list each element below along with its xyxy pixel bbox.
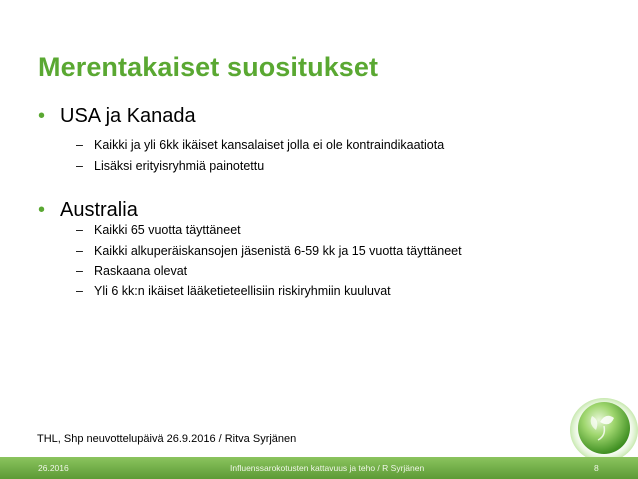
bullet-usa-canada [38,105,196,128]
sub-item-text: Kaikki ja yli 6kk ikäiset kansalaiset jolla ei ole kontraindikaatiota [94,138,445,152]
sub-item [76,223,241,237]
sub-item-text: Kaikki alkuperäiskansojen jäsenistä 6-59 kk ja 15 vuotta täyttäneet [94,244,462,258]
dash-glyph: – [76,223,83,237]
bullet-dot: • [38,199,46,221]
bullet-dot: • [38,105,46,127]
sub-item [76,264,187,278]
bullet-australia [38,199,138,222]
dash-glyph: – [76,159,83,173]
page-number: 8 [594,463,599,473]
green-sphere-logo-icon [560,392,638,462]
dash-glyph: – [76,244,83,258]
sub-item-text: Yli 6 kk:n ikäiset lääketieteellisiin riskiryhmiin kuuluvat [94,284,391,298]
dash-glyph: – [76,138,83,152]
source-note: THL, Shp neuvottelupäivä 26.9.2016 / Ritva Syrjänen [37,433,297,445]
footer-date: 26.2016 [38,463,69,473]
sub-item-text: Kaikki 65 vuotta täyttäneet [94,223,241,237]
sub-item-text: Lisäksi erityisryhmiä painotettu [94,159,265,173]
dash-glyph: – [76,264,83,278]
bullet-label: USA ja Kanada [60,105,196,127]
sub-item [76,159,264,173]
sub-item [76,284,391,298]
sub-item-text: Raskaana olevat [94,264,188,278]
bullet-label: Australia [60,199,138,221]
sub-item [76,138,444,152]
sub-item [76,244,462,258]
dash-glyph: – [76,284,83,298]
footer-bar [0,457,638,479]
footer-center-text: Influenssarokotusten kattavuus ja teho / R Syrjänen [230,463,425,473]
slide-title: Merentakaiset suositukset [38,52,379,82]
